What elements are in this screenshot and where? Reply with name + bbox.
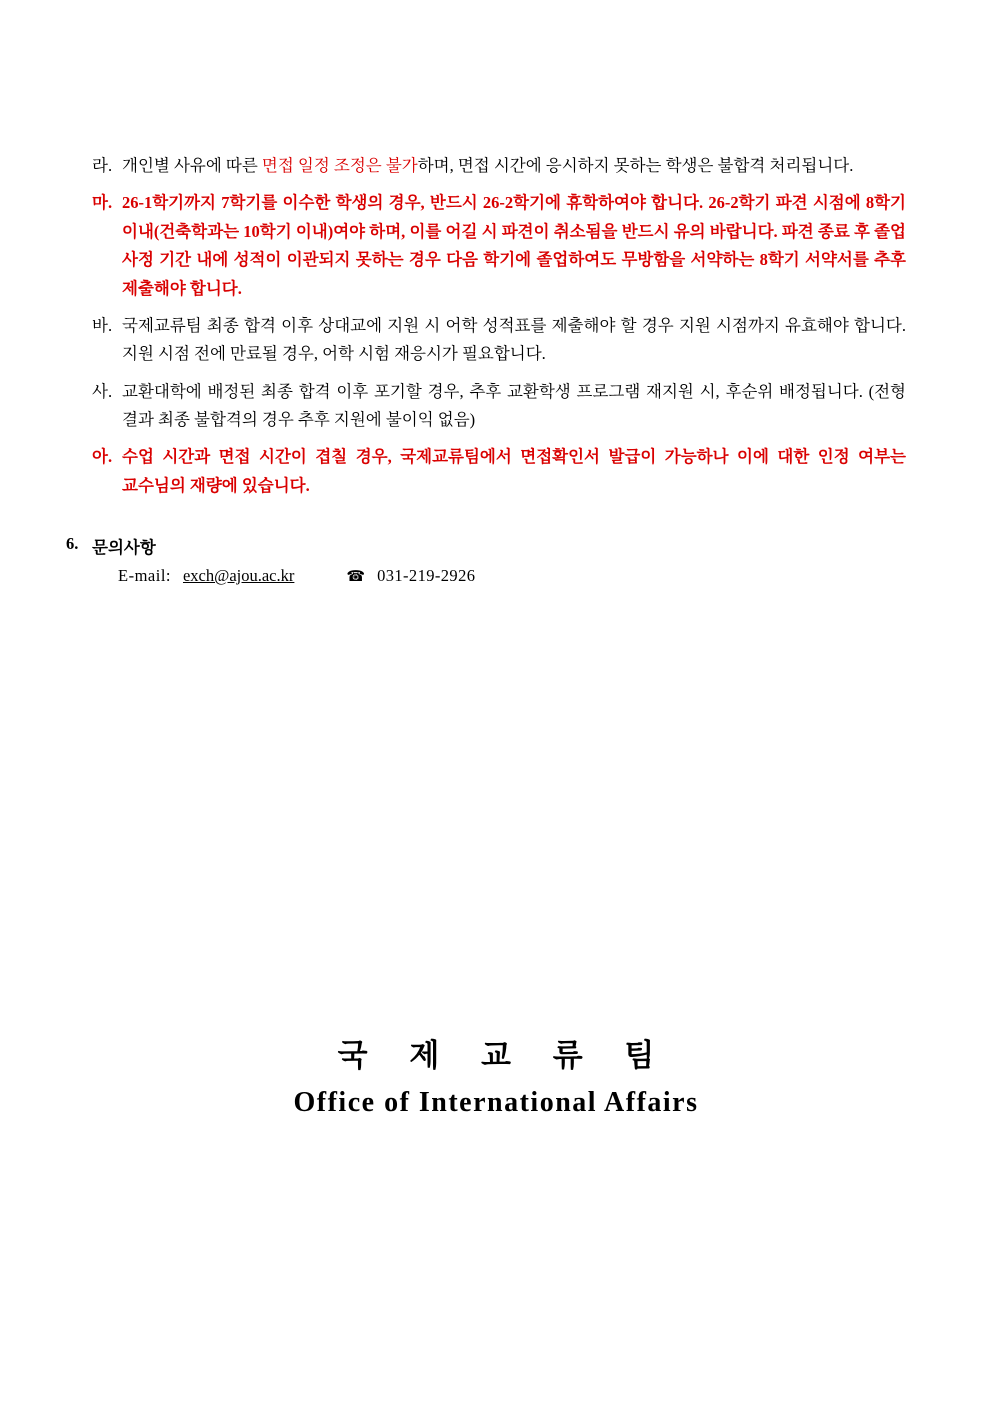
document-content	[66, 152, 906, 586]
phone-number: 031-219-2926	[377, 566, 476, 586]
email-link[interactable]: exch@ajou.ac.kr	[182, 566, 295, 586]
phone-icon: ☎	[346, 569, 366, 586]
list-item-text: 26-1학기까지 7학기를 이수한 학생의 경우, 반드시 26-2학기에 휴학하여야 합니다. 26-2학기 파견 시점에 8학기 이내(건축학과는 10학기 이내)여야 하며, 이를 어길 시 파견이 취소됨을 반드시 유의 바랍니다. 파견 종료 후 졸업 사정 기간 내에 성적이 이관되지 못하는 경우 다음 학기에 졸업하여도 무방함을 서약하는 8학기 서약서를 추후 제출해야 합니다.	[122, 193, 906, 298]
list-item-text	[122, 152, 906, 180]
signature-english: Office of International Affairs	[293, 1087, 699, 1118]
section-title: 문의사항	[92, 538, 156, 558]
email-label: E-mail:	[118, 566, 171, 586]
list-item-marker: 라.	[92, 156, 113, 175]
section-heading	[66, 534, 906, 558]
section-contact	[66, 534, 906, 586]
text-segment: 개인별 사유에 따른	[122, 156, 262, 175]
signature-korean: 국 제 교 류 팀	[337, 1038, 672, 1073]
list-item-text: 교환대학에 배정된 최종 합격 이후 포기할 경우, 추후 교환학생 프로그램 재지원 시, 후순위 배정됩니다. (전형 결과 최종 불합격의 경우 추후 지원에 불이익 없음)	[122, 381, 906, 429]
list-item-text: 수업 시간과 면접 시간이 겹칠 경우, 국제교류팀에서 면접확인서 발급이 가능하나 이에 대한 인정 여부는 교수님의 재량에 있습니다.	[122, 447, 906, 495]
list-item-marker: 바.	[92, 315, 113, 335]
signature-block	[0, 1030, 992, 1119]
section-number: 6.	[66, 534, 79, 554]
text-segment: 하며, 면접 시간에 응시하지 못하는 학생은 불합격 처리됩니다.	[417, 156, 854, 175]
list-item-marker: 아.	[92, 447, 113, 467]
list-item	[88, 312, 906, 369]
list-item-marker: 마.	[92, 193, 113, 213]
list-item-marker: 사.	[92, 381, 113, 401]
sub-item-list	[88, 152, 906, 500]
list-item	[88, 443, 906, 500]
contact-line	[118, 566, 906, 586]
list-item	[88, 378, 906, 435]
list-item	[88, 152, 906, 180]
list-item	[88, 189, 906, 303]
text-segment-highlight: 면접 일정 조정은 불가	[261, 156, 418, 175]
list-item-text: 국제교류팀 최종 합격 이후 상대교에 지원 시 어학 성적표를 제출해야 할 경우 지원 시점까지 유효해야 합니다. 지원 시점 전에 만료될 경우, 어학 시험 재응시가 필요합니다.	[122, 315, 906, 364]
